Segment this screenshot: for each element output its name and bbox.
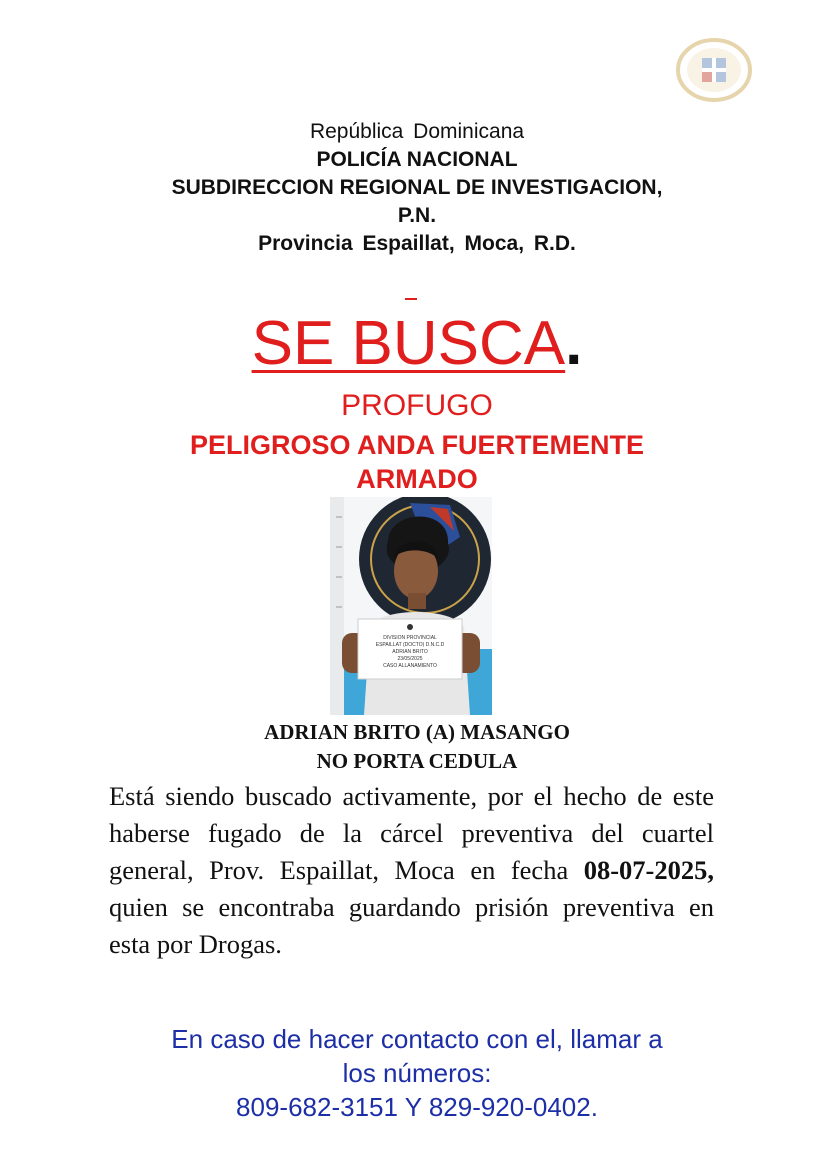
location-line: Provincia Espaillat, Moca, R.D. xyxy=(258,232,576,255)
division-line: SUBDIRECCION REGIONAL DE INVESTIGACION, xyxy=(171,176,663,199)
sign-line2: ESPAILLAT (DOCTO) D.N.C.D xyxy=(375,642,445,648)
danger-warning xyxy=(0,428,834,496)
contact-line2: los números: xyxy=(342,1058,492,1088)
contact-phones: 809-682-3151 Y 829-920-0402. xyxy=(236,1092,598,1122)
description-text-after: quien se encontraba guardando prisión preventiva en esta por Drogas. xyxy=(109,892,714,959)
danger-warning-line1: PELIGROSO ANDA FUERTEMENTE xyxy=(189,430,645,460)
division-suffix-line: P.N. xyxy=(397,204,437,227)
description-paragraph xyxy=(109,778,714,963)
agency-line: POLICÍA NACIONAL xyxy=(316,148,518,171)
escape-date: 08-07-2025, xyxy=(583,855,714,885)
sign-line5: CASO ALLANAMIENTO xyxy=(383,663,437,669)
suspect-name: ADRIAN BRITO (A) MASANGO xyxy=(264,720,570,744)
wanted-title-text: SE BUSCA xyxy=(251,309,566,378)
contact-line1: En caso de hacer contacto con el, llamar a xyxy=(171,1024,663,1054)
suspect-id-status: NO PORTA CEDULA xyxy=(316,749,518,773)
suspect-photo xyxy=(330,497,492,715)
document-header xyxy=(0,118,834,258)
sign-line1: DIVISION PROVINCIAL xyxy=(383,635,437,641)
contact-info xyxy=(0,1022,834,1124)
country-line: República Dominicana xyxy=(309,120,525,143)
suspect-caption xyxy=(0,718,834,776)
description-text-before: Está siendo buscado activamente, por el hecho de este haberse fugado de la cárcel preventiva del cuartel general, Prov. Espaillat, Moca en fecha xyxy=(109,781,714,885)
red-dash-mark xyxy=(405,298,417,300)
wanted-title-punct: . xyxy=(565,309,583,378)
police-seal-logo xyxy=(676,38,752,102)
danger-warning-line2: ARMADO xyxy=(356,464,478,494)
sign-line3: ADRIAN BRITO xyxy=(392,649,428,655)
wanted-title xyxy=(0,308,834,380)
fugitive-status: PROFUGO xyxy=(341,389,493,422)
sign-line4: 23/05/2025 xyxy=(397,656,423,662)
